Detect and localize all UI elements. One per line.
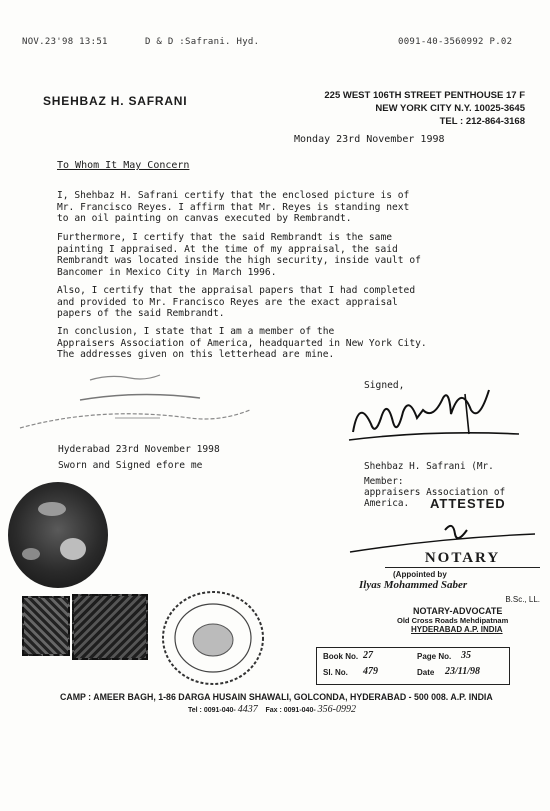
member-org-1: appraisers Association of [364,487,506,498]
attested-stamp: ATTESTED [430,496,506,511]
date-value: 23/11/98 [445,666,481,677]
photo-seal [8,482,108,588]
footer-tel: Tel : 0091-040- [188,707,236,714]
paragraph-3: Also, I certify that the appraisal papers that I had completed and provided to Mr. Francisco Reyes are the exact appraisal papers of the said Rembrandt. [57,285,416,319]
notary-appointed: (Appointed by [393,570,447,579]
book-label: Book No. [323,652,359,661]
book-value: 27 [363,650,373,661]
paragraph-4: In conclusion, I state that I am a member of the Appraisers Association of America, headquarted in New York City. The addresses given on this letterhead are mine. [57,326,427,360]
place-date: Hyderabad 23rd November 1998 [58,444,220,455]
fax-header-middle: D & D :Safrani. Hyd. [145,37,260,47]
notary-degree: B.Sc., LL. [505,595,540,604]
footer-camp: CAMP : AMEER BAGH, 1-86 DARGA HUSAIN SHAWALI, GOLCONDA, HYDERABAD - 500 008. A.P. INDIA [60,692,493,702]
notary-stamp [359,550,540,634]
footer-tel-handwritten: 4437 [237,704,258,715]
footer-fax: Fax : 0091-040- [265,707,316,714]
paragraph-1: I, Shehbaz H. Safrani certify that the enclosed picture is of Mr. Francisco Reyes. I affirm that Mr. Reyes is standing next to an oil painting on canvas executed by Rembrandt. [57,190,410,224]
revenue-stamp [72,594,148,660]
footer-fax-handwritten: 356-0992 [317,704,356,715]
faded-stamp [20,362,260,442]
paragraph-2: Furthermore, I certify that the said Rembrandt is the same painting I appraised. At the time of my appraisal, the said Rembrandt was located inside the high security, inside vault of Bancomer in Mexico City in March 1996. [57,232,421,278]
page-value: 35 [461,650,471,661]
address-line-1: 225 WEST 106TH STREET PENTHOUSE 17 F [324,90,525,101]
letter-date: Monday 23rd November 1998 [294,134,445,145]
signed-label: Signed, [364,380,405,391]
signature [345,392,525,452]
date-label: Date [417,668,435,677]
letterhead-address [324,89,525,128]
sl-label: Sl. No. [323,668,348,677]
salutation: To Whom It May Concern [57,160,190,171]
faded-stamp-marks [20,362,260,442]
letterhead-phone: TEL : 212-864-3168 [439,116,525,127]
fax-header-right: 0091-40-3560992 P.02 [398,37,513,47]
letterhead-name: SHEHBAZ H. SAFRANI [43,94,188,108]
photo-highlight [60,538,86,560]
member-org-2: America. [364,498,410,509]
photo-highlight [38,502,66,516]
page-label: Page No. [417,652,452,661]
fax-header-left: NOV.23'98 13:51 [22,37,108,47]
photo-highlight [22,548,40,560]
address-line-2: NEW YORK CITY N.Y. 10025-3645 [375,103,525,114]
register-box [316,647,510,685]
notary-title: NOTARY [385,550,540,568]
revenue-stamp [22,596,70,656]
sl-value: 479 [363,666,378,677]
footer-contact [188,704,356,715]
sworn-text: Sworn and Signed efore me [58,460,203,471]
member-label: Member: [364,476,404,487]
notary-name: Ilyas Mohammed Saber [359,579,468,591]
notary-role: NOTARY-ADVOCATE [413,606,503,616]
notary-address-1: Old Cross Roads Mehdipatnam [397,616,509,625]
notary-address-2: HYDERABAD A.P. INDIA [411,625,503,634]
signatory-name: Shehbaz H. Safrani (Mr. [364,461,494,472]
notary-round-seal [158,588,268,688]
